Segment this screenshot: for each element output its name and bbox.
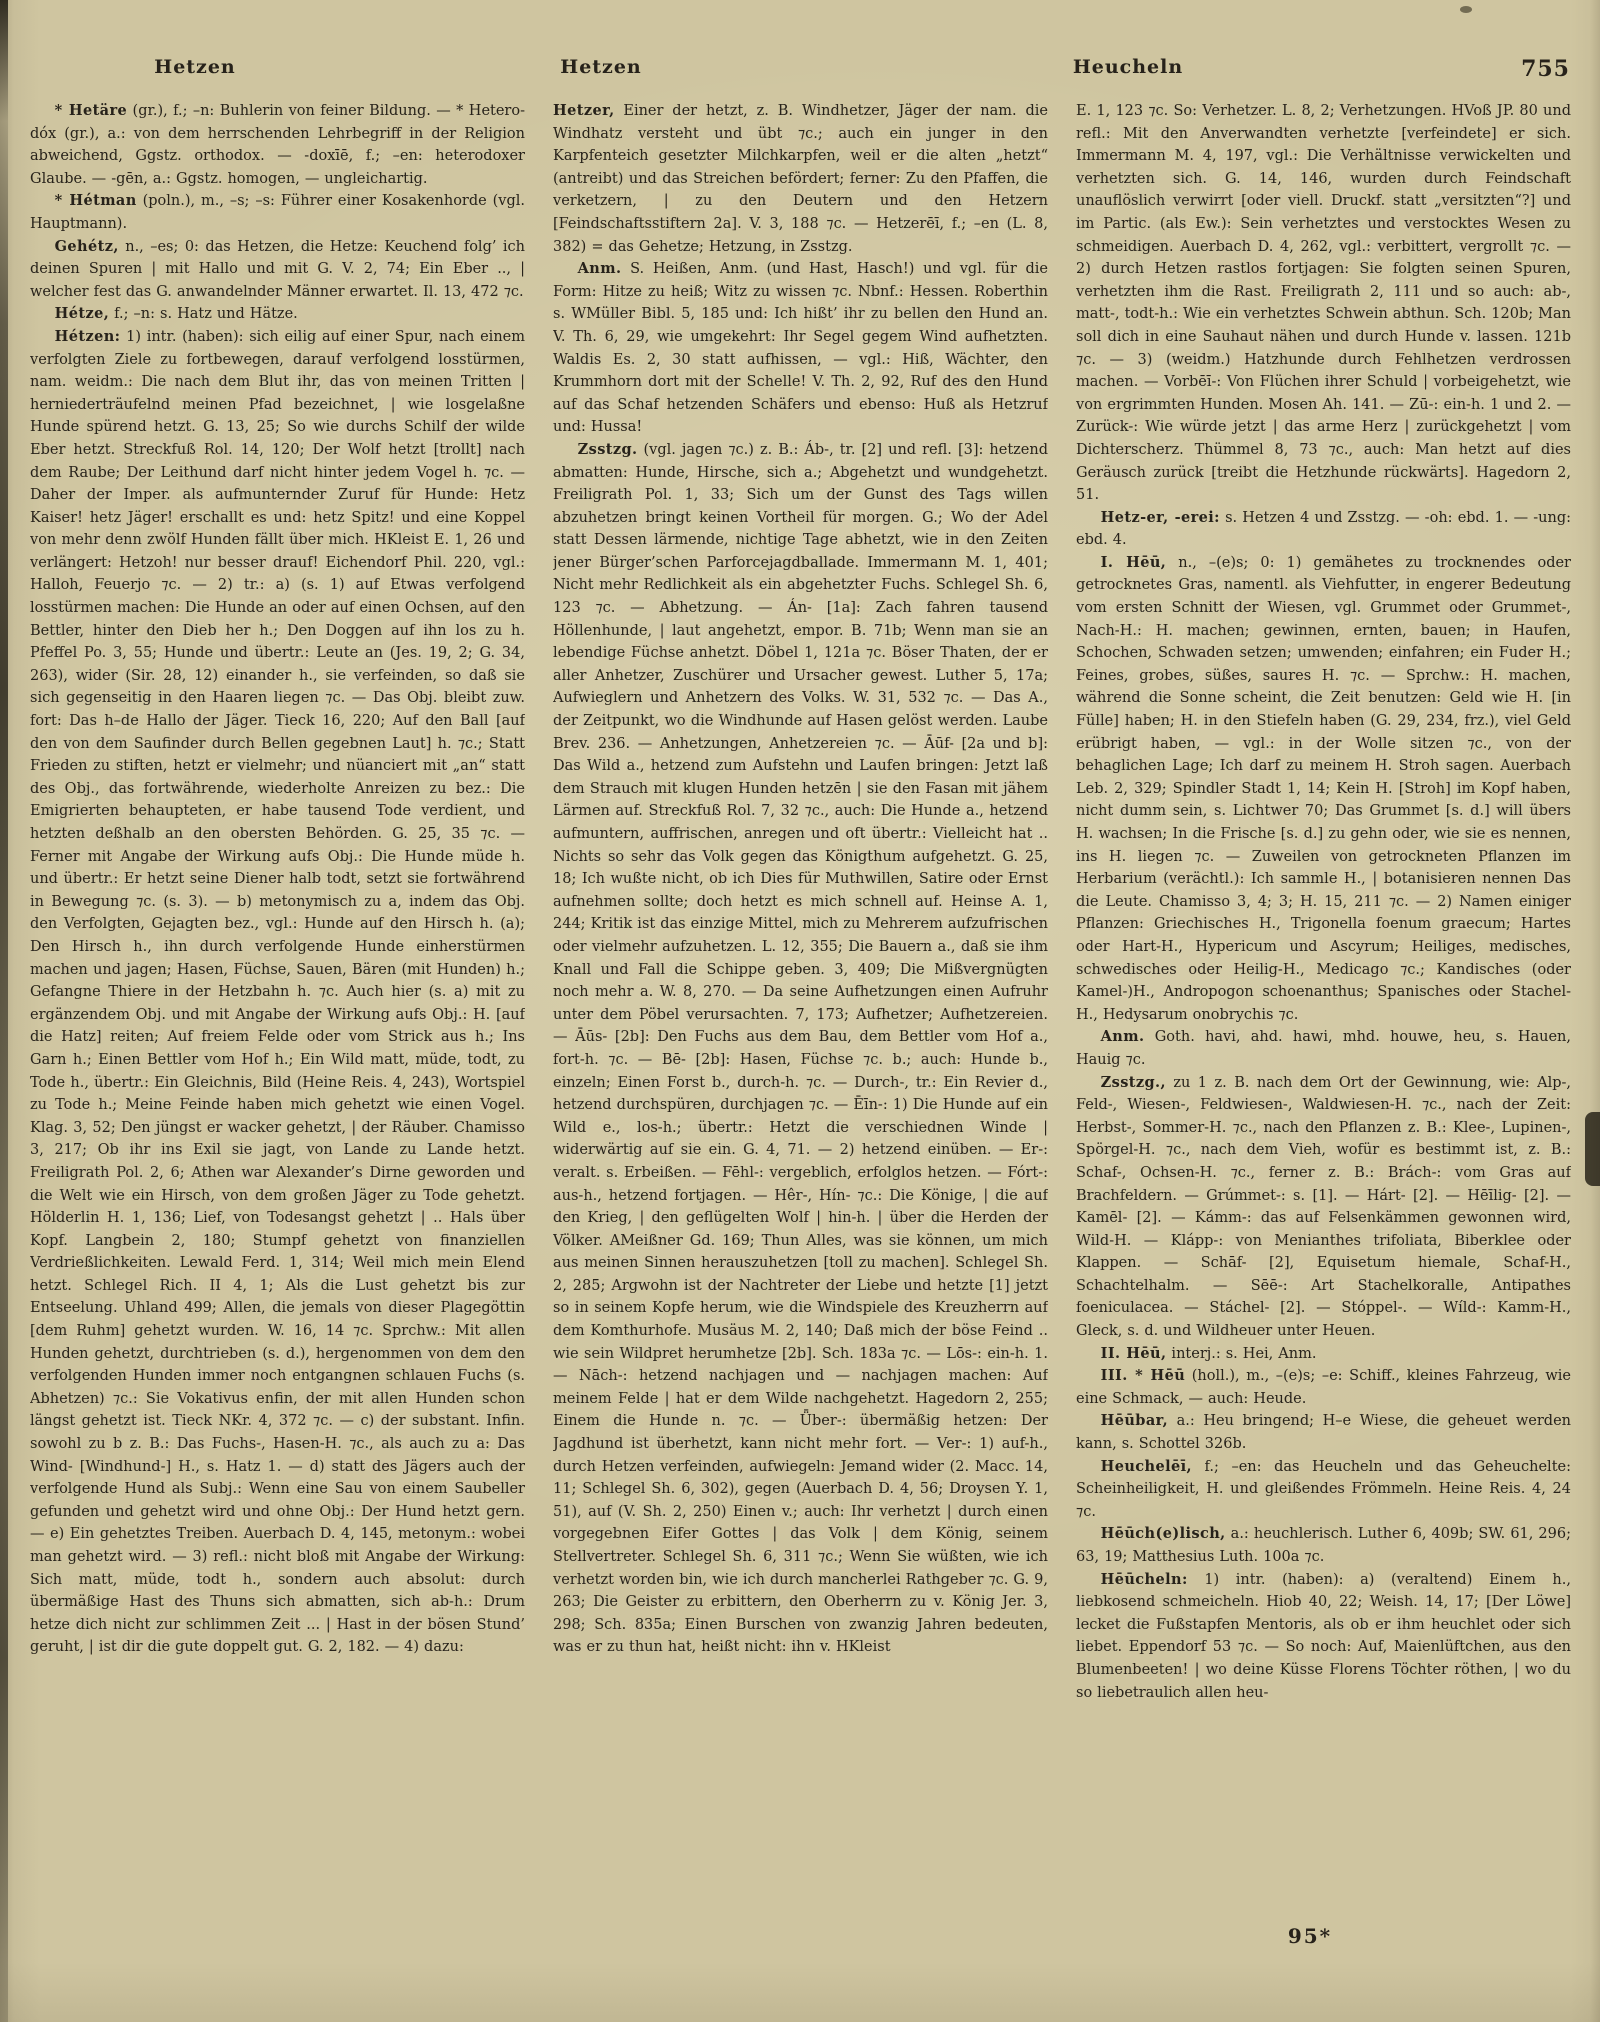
entry-headword: Hétze,: [54, 305, 110, 323]
dictionary-entry: [30, 236, 525, 304]
entry-headword: Heuchelēī,: [1100, 1457, 1192, 1475]
entry-body-text: (gr.), f.; –n: Buhlerin von feiner Bildung. — * Hetero-dóx (gr.), a.: von dem herrschenden Lehrbegriff in der Religion abweichend, Ggstz. orthodox. — -doxīē, f.; –en: heterodoxer Glaube. — -gēn, a.: Ggstz. homogen, — ungleichartig.: [30, 103, 525, 187]
entry-body-text: interj.: s. Hei, Anm.: [1166, 1345, 1317, 1362]
dictionary-entry: [1076, 1523, 1571, 1568]
running-head: [0, 56, 1600, 86]
dictionary-entry: [553, 439, 1048, 1659]
entry-headword: Zsstzg.: [577, 440, 638, 458]
entry-headword: * Hétman: [54, 192, 137, 210]
entry-body-text: a.: heuchlerisch. Luther 6, 409b; SW. 61, 296; 63, 19; Matthesius Luth. 100a ⁊c.: [1076, 1526, 1571, 1565]
dictionary-entry: [1076, 1456, 1571, 1524]
entry-body-text: f.; –en: das Heucheln und das Geheuchelte: Scheinheiligkeit, H. und gleißendes Frömmeln. Heine Reis. 4, 24 ⁊c.: [1076, 1458, 1571, 1520]
dictionary-entry: [30, 100, 525, 190]
entry-body-text: 1) intr. (haben): sich eilig auf einer Spur, nach einem verfolgten Ziele zu fortbewegen, darauf verfolgend losstürmen, nam. weidm.: Die nach dem Blut ihr, das von meinen Tritten | herniederträufelnd meinen Pfad bezeichnet, | wie losgelaßne Hunde spürend hetzt. G. 13, 25; So wie durchs Schilf der wilde Eber hetzt. Streckfuß Rol. 14, 120; Der Wolf hetzt [trollt] nach dem Raube; Der Leithund darf nicht hinter jedem Vogel h. ⁊c. — Daher der Imper. als aufmunternder Zuruf für Hunde: Hetz Kaiser! hetz Jäger! erschallt es und: hetz Spitz! und eine Koppel von mehr denn zwölf Hunden fällt über mich. HKleist E. 1, 26 und verlängert: Hetzoh! nur besser drauf! Eichendorf Phil. 220, vgl.: Halloh, Feuerjo ⁊c. — 2) tr.: a) (s. 1) auf Etwas verfolgend losstürmen machen: Die Hunde an oder auf einen Ochsen, auf den Bettler, hinter den Dieb her h.; Den Doggen auf ihn los zu h. Pfeffel Po. 3, 55; Hunde und übertr.: Leute an (Jes. 19, 2; G. 34, 263), wider (Sir. 28, 12) einander h., sie verfeinden, so daß sie sich gegenseitig in den Haaren liegen ⁊c. — Das Obj. bleibt zuw. fort: Das h–de Hallo der Jäger. Tieck 16, 220; Auf den Ball [auf den von dem Saufinder durch Bellen gegebnen Laut] h. ⁊c.; Statt Frieden zu stiften, hetzt er vielmehr; und nüanciert mit „an“ statt des Obj., das fortwährende, wiederholte Anreizen zu bez.: Die Emigrierten behaupteten, er habe tausend Tode verdient, und hetzten deßhalb an den obersten Behörden. G. 25, 35 ⁊c. — Ferner mit Angabe der Wirkung aufs Obj.: Die Hunde müde h. und übertr.: Er hetzt seine Diener halb todt, setzt sie fortwährend in Bewegung ⁊c. (s. 3). — b) metonymisch zu a, indem das Obj. den Verfolgten, Gejagten bez., vgl.: Hunde auf den Hirsch h. (a); Den Hirsch h., ihn durch verfolgende Hunde einherstürmen machen und jagen; Hasen, Füchse, Sauen, Bären (mit Hunden) h.; Gefangne Thiere in der Hetzbahn h. ⁊c. Auch hier (s. a) mit zu ergänzendem Obj. und mit Angabe der Wirkung aufs Obj.: H. [auf die Hatz] reiten; Auf freiem Felde oder vom Strick aus h.; Ins Garn h.; Einen Bettler vom Hof h.; Ein Wild matt, müde, todt, zu Tode h., übertr.: Ein Gleichnis, Bild (Heine Reis. 4, 243), Wortspiel zu Tode h.; Meine Feinde haben mich gehetzt wie einen Vogel. Klag. 3, 52; Den jüngst er wacker gehetzt, | der Räuber. Chamisso 3, 217; Ob ihr ins Exil sie jagt, von Lande zu Lande hetzt. Freiligrath Pol. 2, 6; Athen war Alexander’s Dirne geworden und die Welt wie ein Hirsch, von dem großen Jäger zu Tode gehetzt. Hölderlin H. 1, 136; Lief, von Todesangst gehetzt | .. Hals über Kopf. Langbein 2, 180; Stumpf gehetzt von finanziellen Verdrießlichkeiten. Lewald Ferd. 1, 314; Weil mich mein Elend hetzt. Schlegel Rich. II 4, 1; Als die Lust gehetzt bis zur Entseelung. Uhland 499; Allen, die jemals von dieser Plagegöttin [dem Ruhm] gehetzt wurden. W. 16, 14 ⁊c. Sprchw.: Mit allen Hunden gehetzt, durchtrieben (s. d.), hergenommen von dem den verfolgenden Hunden immer noch entgangnen schlauen Fuchs (s. Abhetzen) ⁊c.: Sie Vokativus enfin, der mit allen Hunden schon längst gehetzt ist. Tieck NKr. 4, 372 ⁊c. — c) der substant. Infin. sowohl zu b z. B.: Das Fuchs-, Hasen-H. ⁊c., als auch zu a: Das Wind- [Windhund-] H., s. Hatz 1. — d) statt des Jägers auch der verfolgende Hund als Subj.: Wenn eine Sau von einem Saubeller gefunden und gehetzt wird und ohne Obj.: Der Hund hetzt gern. — e) Ein gehetztes Treiben. Auerbach D. 4, 145, metonym.: wobei man gehetzt wird. — 3) refl.: nicht bloß mit Angabe der Wirkung: Sich matt, müde, todt h., sondern auch absolut: durch übermäßige Hast des Thuns sich abmatten, sich ab-h.: Drum hetze dich nicht zur schlimmen Zeit ... | Hast in der bösen Stund’ geruht, | ist dir die gute doppelt gut. G. 2, 182. — 4) dazu:: [30, 328, 525, 1656]
dictionary-entry: [1076, 1026, 1571, 1071]
entry-body-text: (vgl. jagen ⁊c.) z. B.: Áb-, tr. [2] und refl. [3]: hetzend abmatten: Hunde, Hirsche, sich a.; Abgehetzt und wundgehetzt. Freiligrath Pol. 1, 33; Sich um der Gunst des Tags willen abzuhetzen bringt keinen Vortheil für morgen. G.; Wo der Adel statt Dessen lärmende, nichtige Tage abhetzt, wie in den Zeiten jener Bürger’schen Parforcejagdballade. Immermann M. 1, 401; Nicht mehr Redlichkeit als ein abgehetzter Fuchs. Schlegel Sh. 6, 123 ⁊c. — Abhetzung. — Án- [1a]: Zach fahren tausend Höllenhunde, | laut angehetzt, empor. B. 71b; Wenn man sie an lebendige Füchse anhetzt. Döbel 1, 121a ⁊c. Böser Thaten, der er aller Anhetzer, Zuschürer und Ursacher gewest. Luther 5, 17a; Aufwieglern und Anhetzern des Volks. W. 31, 532 ⁊c. — Das A., der Zeitpunkt, wo die Windhunde auf Hasen gelöst werden. Laube Brev. 236. — Anhetzungen, Anhetzereien ⁊c. — Āūf- [2a und b]: Das Wild a., hetzend zum Aufstehn und Laufen bringen: Jetzt laß dem Strauch mit klugen Hunden hetzēn | sie den Fasan mit jähem Lärmen auf. Streckfuß Rol. 7, 32 ⁊c., auch: Die Hunde a., hetzend aufmuntern, auffrischen, anregen und oft übertr.: Vielleicht hat .. Nichts so sehr das Volk gegen das Königthum aufgehetzt. G. 25, 18; Ich wußte nicht, ob ich Dies für Muthwillen, Satire oder Ernst aufnehmen sollte; doch hetzt es mich schnell auf. Heinse A. 1, 244; Kritik ist das einzige Mittel, mich zu Mehrerem aufzufrischen oder vielmehr aufzuhetzen. L. 12, 355; Die Bauern a., daß sie ihm Knall und Fall die Schippe geben. 3, 409; Die Mißvergnügten noch mehr a. W. 8, 270. — Da seine Aufhetzungen einen Aufruhr unter dem Pöbel verursachten. 7, 173; Aufhetzer; Aufhetzereien. — Āūs- [2b]: Den Fuchs aus dem Bau, dem Bettler vom Hof a., fort-h. ⁊c. — Bē- [2b]: Hasen, Füchse ⁊c. b.; auch: Hunde b., einzeln; Einen Forst b., durch-h. ⁊c. — Durch-, tr.: Ein Revier d., hetzend durchspüren, durchjagen ⁊c. — Ēīn-: 1) Die Hunde auf ein Wild e., los-h.; übertr.: Hetzt die verschiednen Winde | widerwärtig auf sie ein. G. 4, 71. — 2) hetzend einüben. — Er-: veralt. s. Erbeißen. — Fēhl-: vergeblich, erfolglos hetzen. — Fórt-: aus-h., hetzend fortjagen. — Hêr-, Hín- ⁊c.: Die Könige, | die auf den Krieg, | den geflügelten Wolf | hin-h. | über die Herden der Völker. AMeißner Gd. 169; Thun Alles, was sie können, um mich aus meinen Sinnen herauszuhetzen [toll zu machen]. Schlegel Sh. 2, 285; Argwohn ist der Nachtreter der Liebe und hetzte [1] jetzt so in seinem Kopfe herum, wie die Windspiele des Kreuzherrn auf dem Komthurhofe. Musäus M. 2, 140; Daß mich der böse Feind .. wie sein Wildpret herumhetze [2b]. Sch. 183a ⁊c. — Lōs-: ein-h. 1. — Nāch-: hetzend nachjagen und — nachjagen machen: Auf meinem Felde | hat er dem Wilde nachgehetzt. Hagedorn 2, 255; Einem die Hunde n. ⁊c. — Ǖber-: übermäßig hetzen: Der Jagdhund ist überhetzt, kann nicht mehr fort. — Ver-: 1) auf-h., durch Hetzen verfeinden, aufwiegeln: Jemand wider (2. Macc. 14, 11; Schlegel Sh. 6, 302), gegen (Auerbach D. 4, 56; Droysen Y. 1, 51), auf (V. Sh. 2, 250) Einen v.; auch: Ihr verhetzt | durch einen vorgegebnen Eifer Gottes | das Volk | dem König, seinem Stellvertreter. Schlegel Sh. 6, 311 ⁊c.; Wenn Sie wüßten, wie ich verhetzt worden bin, wie ich durch mancherlei Rathgeber ⁊c. G. 9, 263; Die Geister zu erbittern, den Oberherrn zu v. König Jer. 3, 298; Sch. 835a; Einen Burschen von zwanzig Jahren bedeuten, was er zu thun hat, heißt nicht: ihn v. HKleist: [553, 441, 1048, 1656]
entry-body-text: Goth. havi, ahd. hawi, mhd. houwe, heu, s. Hauen, Hauig ⁊c.: [1076, 1029, 1571, 1068]
entry-body-text: Einer der hetzt, z. B. Windhetzer, Jäger der nam. die Windhatz versteht und übt ⁊c.; auch ein junger in den Karpfenteich gesetzter Milchkarpfen, weil er die alten „hetzt“ (antreibt) und das Streichen befördert; ferner: Zu den Pfaffen, die verketzern, | zu den Deutern und den Hetzern [Feindschaftsstiftern 2a]. V. 3, 188 ⁊c. — Hetzerēī, f.; –en (L. 8, 382) = das Gehetze; Hetzung, in Zsstzg.: [553, 103, 1048, 255]
entry-body-text: (poln.), m., –s; –s: Führer einer Kosakenhorde (vgl. Hauptmann).: [30, 193, 525, 232]
entry-headword: Hēūcheln:: [1100, 1570, 1188, 1588]
entry-headword: Anm.: [577, 260, 622, 278]
entry-headword: I. Hēū,: [1100, 553, 1167, 571]
entry-body-text: (holl.), m., –(e)s; –e: Schiff., kleines Fahrzeug, wie eine Schmack, — auch: Heude.: [1076, 1368, 1571, 1407]
entry-body-text: S. Heißen, Anm. (und Hast, Hasch!) und vgl. für die Form: Hitze zu heiß; Witz zu wissen ⁊c. Nbnf.: Hessen. Roberthin s. WMüller Bibl. 5, 185 und: Ich hißt’ ihr zu bellen den Hund an. V. Th. 6, 29, wie umgekehrt: Ihr Segel gegem Wind aufhetzten. Waldis Es. 2, 30 statt aufhissen, — vgl.: Hiß, Wächter, den Krummhorn dort mit der Schelle! V. Th. 2, 92, Ruf des den Hund auf das Schaf hetzenden Schäfers und ebenso: Huß als Hetzruf und: Hussa!: [553, 261, 1048, 436]
dictionary-entry: [1076, 1410, 1571, 1455]
column-1: [30, 100, 525, 1932]
dictionary-entry: [553, 100, 1048, 258]
running-head-middle-keyword: Hetzen: [560, 56, 642, 78]
dictionary-entry: [1076, 1343, 1571, 1366]
column-3: [1076, 100, 1571, 1932]
entry-headword: Gehétz,: [54, 237, 119, 255]
dictionary-entry: [1076, 1569, 1571, 1705]
entry-body-text: a.: Heu bringend; H–e Wiese, die geheuet werden kann, s. Schottel 326b.: [1076, 1413, 1571, 1453]
entry-headword: II. Hēū,: [1100, 1344, 1167, 1362]
printer-signature-mark: 95*: [1287, 1924, 1333, 1948]
entry-headword: * Hetäre: [54, 102, 128, 119]
entry-headword: Anm.: [1100, 1028, 1145, 1046]
text-columns: [30, 100, 1571, 1932]
entry-headword: Hēūch(e)lisch,: [1100, 1525, 1226, 1543]
entry-body-text: 1) intr. (haben): a) (veraltend) Einem h., liebkosend schmeicheln. Hiob 40, 22; Weish. 14, 17; [Der Löwe] lecket die Fußstapfen Mentoris, als ob er ihm heuchlet oder sich liebet. Eppendorf 53 ⁊c. — So noch: Auf, Maienlüftchen, aus den Blumenbeeten! | wo deine Küsse Florens Töchter röthen, | wo du so liebetraulich allen heu-: [1076, 1571, 1571, 1701]
entry-headword: Hēūbar,: [1100, 1412, 1169, 1430]
dictionary-entry: [1076, 100, 1571, 507]
dictionary-entry: [1076, 1365, 1571, 1410]
column-2: [553, 100, 1048, 1932]
scan-speck: [1460, 6, 1472, 13]
dictionary-entry: [553, 258, 1048, 439]
entry-body-text: zu 1 z. B. nach dem Ort der Gewinnung, wie: Alp-, Feld-, Wiesen-, Feldwiesen-, Waldwiesen-H. ⁊c., nach der Zeit: Herbst-, Sommer-H. ⁊c., nach den Pflanzen z. B.: Klee-, Lupinen-, Spörgel-H. ⁊c., nach dem Vieh, wofür es bestimmt ist, z. B.: Schaf-, Ochsen-H. ⁊c., ferner z. B.: Brách-: vom Gras auf Brachfeldern. — Grúmmet-: s. [1]. — Hárt- [2]. — Hēīlig- [2]. — Kamēl- [2]. — Kámm-: das auf Felsenkämmen gewonnen wird, Wild-H. — Klápp-: von Menianthes trifoliata, Biberklee oder Klappen. — Schāf- [2], Equisetum hiemale, Schaf-H., Schachtelhalm. — Sēē-: Art Stachelkoralle, Antipathes foeniculacea. — Stáchel- [2]. — Stóppel-. — Wíld-: Kamm-H., Gleck, s. d. und Wildheuer unter Heuen.: [1076, 1074, 1571, 1340]
entry-body-text: f.; –n: s. Hatz und Hätze.: [109, 306, 298, 323]
dictionary-entry: [1076, 507, 1571, 552]
entry-body-text: E. 1, 123 ⁊c. So: Verhetzer. L. 8, 2; Verhetzungen. HVoß JP. 80 und refl.: Mit den Anverwandten verhetzte [verfeindete] er sich. Immermann M. 4, 197, vgl.: Die Verhältnisse verwickelten und verhetzten sich. G. 14, 146, wurden durch Feindschaft unauflöslich verwirrt [oder viell. Druckf. statt „versitzten“?] und im Partic. (als Ew.): Sein verhetztes und verstocktes Wesen zu schmeidigen. Auerbach D. 4, 262, vgl.: verbittert, vergrollt ⁊c. — 2) durch Hetzen rastlos fortjagen: Sie folgten seinen Spuren, verhetzten ihm die Rast. Freiligrath 2, 111 und so auch: ab-, matt-, todt-h.: Wie ein verhetztes Schwein abthun. Sch. 120b; Man soll dich in eine Sauhaut nähen und durch Hunde v. lassen. 121b ⁊c. — 3) (weidm.) Hatzhunde durch Fehlhetzen verdrossen machen. — Vorbēī-: Von Flüchen ihrer Schuld | vorbeigehetzt, wie von ergrimmten Hunden. Mosen Ah. 141. — Zū-: ein-h. 1 und 2. — Zurück-: Wie würde jetzt | das arme Herz | zurückgehetzt | vom Dichterscherz. Thümmel 8, 73 ⁊c., auch: Man hetzt auf dies Geräusch zurück [treibt die Hetzhunde rückwärts]. Hagedorn 2, 51.: [1076, 103, 1571, 504]
dictionary-entry: [30, 326, 525, 1659]
dictionary-entry: [30, 190, 525, 235]
page-number: 755: [1521, 56, 1570, 82]
entry-headword: Zsstzg.,: [1100, 1073, 1166, 1091]
dictionary-entry: [1076, 1072, 1571, 1343]
entry-headword: Hetzer,: [553, 102, 615, 119]
entry-headword: III. * Hēū: [1100, 1367, 1186, 1385]
entry-body-text: n., –es; 0: das Hetzen, die Hetze: Keuchend folg’ ich deinen Spuren | mit Hallo und mit G. V. 2, 74; Ein Eber .., | welcher fest das G. anwandelnder Männer erwartet. Il. 13, 472 ⁊c.: [30, 238, 525, 300]
running-head-right-keyword: Heucheln: [1072, 56, 1184, 78]
entry-headword: Hetz-er, -erei:: [1100, 508, 1220, 526]
dictionary-entry: [1076, 552, 1571, 1026]
entry-body-text: n., –(e)s; 0: 1) gemähetes zu trocknendes oder getrocknetes Gras, namentl. als Viehfutter, in engerer Bedeutung vom ersten Schnitt der Wiesen, vgl. Grummet oder Grummet-, Nach-H.: H. machen; gewinnen, ernten, bauen; in Haufen, Schochen, Schwaden setzen; umwenden; einfahren; ein Fuder H.; Feines, grobes, süßes, saures H. ⁊c. — Sprchw.: H. machen, während die Sonne scheint, die Zeit benutzen: Geld wie H. [in Fülle] haben; H. in den Stiefeln haben (G. 29, 234, frz.), viel Geld erübrigt haben, — vgl.: in der Wolle sitzen ⁊c., von der behaglichen Lage; Ich darf zu meinem H. Stroh sagen. Auerbach Leb. 2, 329; Spindler Stadt 1, 14; Kein H. [Stroh] im Kopf haben, nicht dumm sein, s. Lichtwer 70; Das Grummet [s. d.] will übers H. wachsen; In die Frische [s. d.] zu gehn oder, wie sie es nennen, ins H. liegen ⁊c. — Zuweilen von getrockneten Pflanzen im Herbarium (verächtl.): Ich sammle H., | botanisieren nennen Das die Leute. Chamisso 3, 4; 3; H. 15, 211 ⁊c. — 2) Namen einiger Pflanzen: Griechisches H., Trigonella foenum graecum; Hartes oder Hart-H., Hypericum und Ascyrum; Heiliges, medisches, schwedisches oder Heilig-H., Medicago ⁊c.; Kandisches (oder Kamel-)H., Andropogon schoenanthus; Spanisches oder Stachel-H., Hedysarum onobrychis ⁊c.: [1076, 554, 1571, 1023]
entry-headword: Hétzen:: [54, 327, 121, 345]
running-head-left-keyword: Hetzen: [154, 56, 236, 78]
entry-body-text: s. Hetzen 4 und Zsstzg. — -oh: ebd. 1. — -ung: ebd. 4.: [1076, 509, 1571, 549]
scan-edge-shadow: [0, 0, 8, 2022]
scan-ink-blot: [1585, 1112, 1600, 1186]
dictionary-entry: [30, 303, 525, 326]
